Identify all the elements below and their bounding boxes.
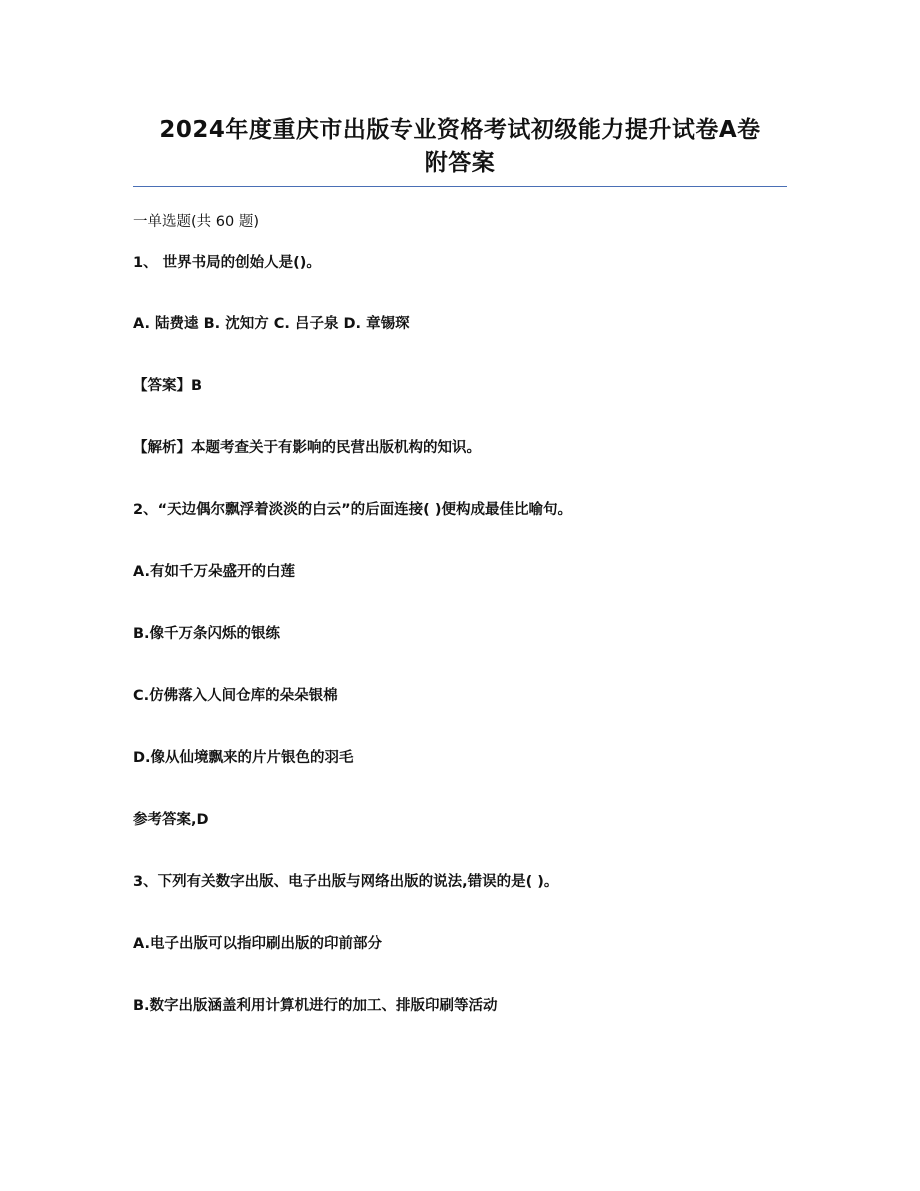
question-1-answer: 【答案】B [133, 378, 203, 394]
question-1-analysis: 【解析】本题考查关于有影响的民营出版机构的知识。 [133, 440, 481, 456]
title-divider [133, 186, 787, 187]
question-2-option-b: B.像千万条闪烁的银练 [133, 626, 281, 642]
document-title-line-2: 附答案 [424, 150, 496, 176]
question-1-stem: 1、 世界书局的创始人是()。 [133, 255, 321, 271]
document-title [110, 114, 810, 180]
section-heading: 一单选题(共 60 题) [133, 214, 259, 230]
question-3-stem: 3、下列有关数字出版、电子出版与网络出版的说法,错误的是( )。 [133, 874, 559, 890]
question-2-option-d: D.像从仙境飘来的片片银色的羽毛 [133, 750, 354, 766]
question-2-stem: 2、“天边偶尔飘浮着淡淡的白云”的后面连接( )便构成最佳比喻句。 [133, 502, 572, 518]
question-2-answer: 参考答案,D [133, 812, 209, 828]
question-2-option-c: C.仿佛落入人间仓库的朵朵银棉 [133, 688, 338, 704]
question-3-option-b: B.数字出版涵盖利用计算机进行的加工、排版印刷等活动 [133, 998, 498, 1014]
document-title-line-1: 2024年度重庆市出版专业资格考试初级能力提升试卷A卷 [159, 117, 761, 143]
question-3-option-a: A.电子出版可以指印刷出版的印前部分 [133, 936, 382, 952]
question-2-option-a: A.有如千万朵盛开的白莲 [133, 564, 295, 580]
question-1-options: A. 陆费逵 B. 沈知方 C. 吕子泉 D. 章锡琛 [133, 316, 410, 332]
